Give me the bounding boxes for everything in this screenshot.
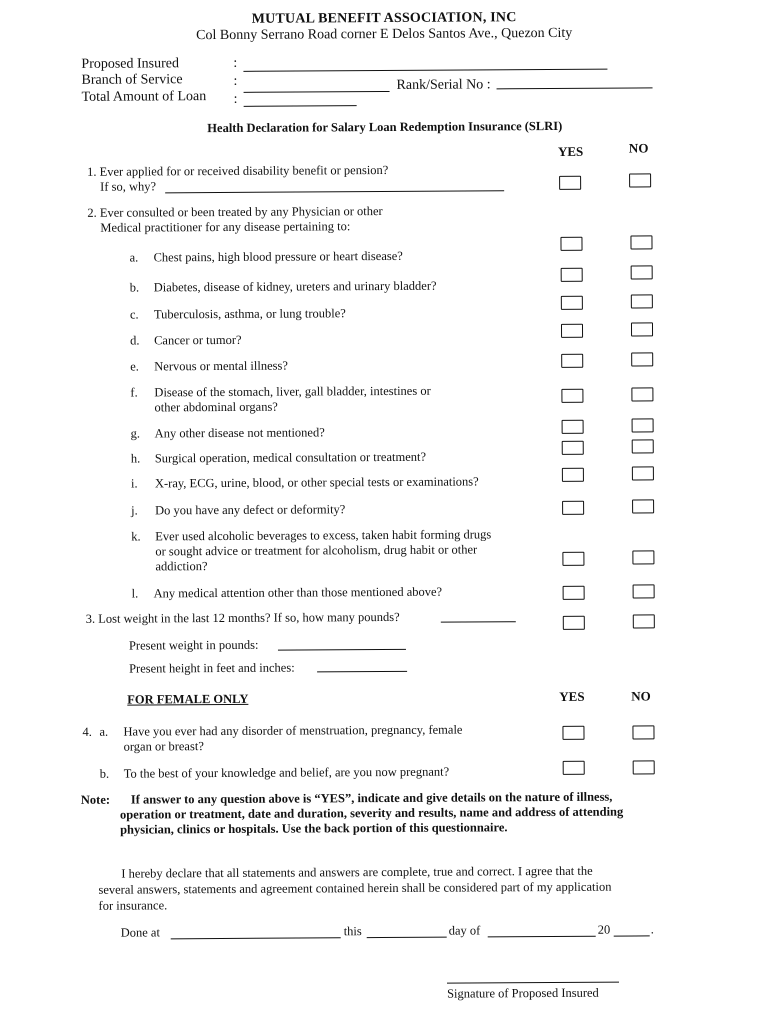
q2g-no-checkbox[interactable] [632,418,654,432]
q3-yes-checkbox[interactable] [563,616,585,630]
q2d-letter: d. [130,333,140,348]
declaration-line-3: for insurance. [98,898,168,913]
q2b-letter: b. [129,280,140,295]
q2k-yes-checkbox[interactable] [562,552,584,566]
year-prefix: 20 [597,922,611,937]
present-weight-field[interactable] [278,649,406,651]
period: . [650,922,654,937]
branch-of-service-field[interactable] [244,91,390,93]
day-of-label: day of [448,923,481,938]
done-at-label: Done at [120,925,160,940]
q2l-letter: l. [131,586,139,601]
no-column-header-female: NO [631,688,651,704]
q2d-text: Cancer or tumor? [154,332,242,348]
q2h-letter: h. [130,451,141,466]
q2j-letter: j. [131,503,138,518]
q4a-text: Have you ever had any disorder of menstruation, pregnancy, female [123,722,463,739]
yes-column-header: YES [557,143,584,159]
org-address: Col Bonny Serrano Road corner E Delos Santos Ave., Quezon City [196,25,573,44]
q2j-text: Do you have any defect or deformity? [155,502,346,518]
form-title: Health Declaration for Salary Loan Redemption Insurance (SLRI) [207,118,563,136]
rank-serial-field[interactable] [497,87,653,89]
question-4-number: 4. [82,724,92,739]
question-1: 1. Ever applied for or received disability benefit or pension? [87,162,389,179]
declaration-line-1: I hereby declare that all statements and answers are complete, true and correct. I agree that the [121,863,593,881]
q2c-text: Tuberculosis, asthma, or lung trouble? [153,306,346,322]
question-2-line2: Medical practitioner for any disease pertaining to: [100,219,351,235]
q2h-text: Surgical operation, medical consultation or treatment? [154,449,427,466]
colon: : [233,55,238,71]
branch-of-service-label: Branch of Service [81,72,183,88]
q2a-yes-checkbox[interactable] [560,237,582,251]
day-field[interactable] [367,937,447,938]
q2h-yes-checkbox[interactable] [562,441,584,455]
q4b-letter: b. [99,766,110,781]
q1-no-checkbox[interactable] [629,173,651,187]
q2f-no-checkbox[interactable] [631,387,653,401]
this-label: this [343,924,362,939]
q4a-yes-checkbox[interactable] [562,726,584,740]
q1-yes-checkbox[interactable] [559,176,581,190]
note-line-2: operation or treatment, date and duration, severity and results, name and address of attending [119,804,624,822]
note-line-3: physician, clinics or hospitals. Use the back portion of this questionnaire. [120,820,508,837]
q2f-text-cont: other abdominal organs? [154,399,278,415]
q2f-yes-checkbox[interactable] [561,389,583,403]
q2a-letter: a. [129,250,139,265]
q2j-yes-checkbox[interactable] [562,501,584,515]
q2a-text: Chest pains, high blood pressure or heart disease? [153,248,403,265]
question-1-why-label: If so, why? [100,179,157,194]
q2d-yes-checkbox[interactable] [561,324,583,338]
q2b-yes-checkbox[interactable] [561,268,583,282]
q2l-no-checkbox[interactable] [633,584,655,598]
question-3: 3. Lost weight in the last 12 months? If so, how many pounds? [85,609,400,626]
signature-field[interactable] [447,982,619,984]
q2c-no-checkbox[interactable] [631,294,653,308]
pounds-lost-field[interactable] [441,621,516,622]
female-only-heading: FOR FEMALE ONLY [127,691,249,707]
q2f-text: Disease of the stomach, liver, gall bladder, intestines or [154,383,431,400]
proposed-insured-label: Proposed Insured [81,56,180,72]
q2c-yes-checkbox[interactable] [561,296,583,310]
q2c-letter: c. [129,307,139,322]
q2e-letter: e. [130,359,139,374]
total-amount-label: Total Amount of Loan [81,89,207,105]
present-weight-label: Present weight in pounds: [128,637,259,653]
declaration-line-2: several answers, statements and agreement contained herein shall be considered part of my application [98,879,612,897]
q4a-text-cont: organ or breast? [123,739,204,754]
q2e-yes-checkbox[interactable] [561,354,583,368]
q4a-no-checkbox[interactable] [632,725,654,739]
done-at-field[interactable] [171,937,341,939]
proposed-insured-field[interactable] [243,69,607,72]
month-field[interactable] [488,936,596,938]
q2k-text: Ever used alcoholic beverages to excess, taken habit forming drugs [155,527,492,544]
q4b-no-checkbox[interactable] [633,760,655,774]
rank-serial-label: Rank/Serial No : [396,77,491,93]
q2k-text-cont: or sought advice or treatment for alcoholism, drug habit or other [155,542,478,559]
org-name: MUTUAL BENEFIT ASSOCIATION, INC [251,10,517,27]
q2g-text: Any other disease not mentioned? [154,425,325,441]
q2i-yes-checkbox[interactable] [562,468,584,482]
q2g-letter: g. [130,426,141,441]
q2b-no-checkbox[interactable] [631,265,653,279]
q3-no-checkbox[interactable] [633,614,655,628]
signature-label: Signature of Proposed Insured [447,985,599,1001]
q2i-letter: i. [130,476,138,491]
q2g-yes-checkbox[interactable] [562,420,584,434]
yes-column-header-female: YES [559,688,585,704]
colon: : [233,73,238,89]
q2j-no-checkbox[interactable] [632,499,654,513]
q2b-text: Diabetes, disease of kidney, ureters and urinary bladder? [153,278,437,295]
q2k-no-checkbox[interactable] [632,550,654,564]
q2e-no-checkbox[interactable] [631,352,653,366]
question-1-why-field[interactable] [165,190,504,193]
total-amount-field[interactable] [244,105,357,107]
year-field[interactable] [614,935,650,936]
q2k-text-cont2: addiction? [155,559,208,574]
question-2-line1: 2. Ever consulted or been treated by any Physician or other [87,204,383,220]
note-label: Note: [80,792,111,807]
no-column-header: NO [628,140,649,156]
q2e-text: Nervous or mental illness? [154,358,288,374]
q2i-text: X-ray, ECG, urine, blood, or other special tests or examinations? [154,474,479,491]
q2l-yes-checkbox[interactable] [563,586,585,600]
q4a-letter: a. [99,724,109,739]
q2l-text: Any medical attention other than those mentioned above? [153,584,443,601]
q2a-no-checkbox[interactable] [630,235,652,249]
q2h-no-checkbox[interactable] [632,439,654,453]
note-line-1: If answer to any question above is “YES”, indicate and give details on the nature of illness, [130,789,613,807]
q2k-letter: k. [131,529,141,544]
q4b-yes-checkbox[interactable] [563,761,585,775]
q2d-no-checkbox[interactable] [631,322,653,336]
present-height-field[interactable] [317,671,407,673]
q2i-no-checkbox[interactable] [632,466,654,480]
q4b-text: To the best of your knowledge and belief, are you now pregnant? [123,764,450,781]
colon: : [233,91,238,107]
q2f-letter: f. [130,385,138,400]
present-height-label: Present height in feet and inches: [129,660,295,676]
